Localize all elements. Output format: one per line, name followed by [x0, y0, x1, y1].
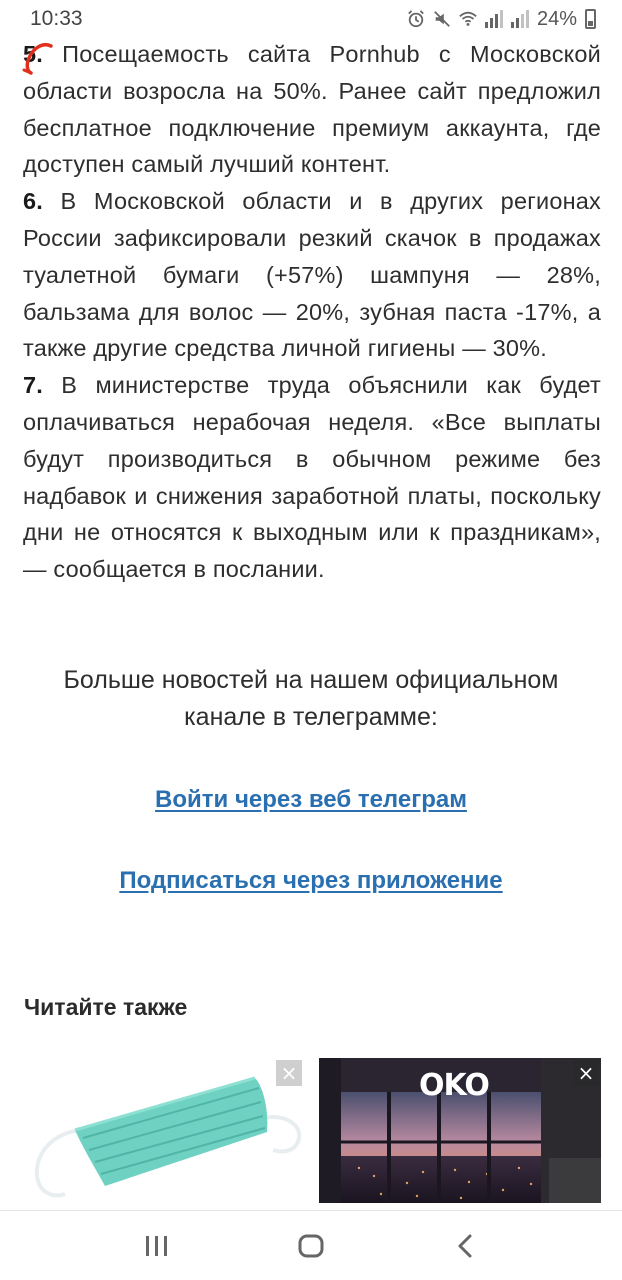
mute-icon — [433, 10, 451, 28]
list-item — [23, 183, 601, 367]
item-text: Посещаемость сайта Pornhub с Московской области возросла на 50%. Ранее сайт предложил бесплатное подключение премиум аккаунта, где доступен самый лучший контент. — [23, 41, 601, 178]
list-item — [23, 367, 601, 588]
item-number: 7. — [23, 372, 43, 399]
status-time: 10:33 — [30, 7, 83, 30]
logo-text: OKO — [419, 1068, 489, 1103]
alarm-icon — [407, 10, 425, 28]
close-icon[interactable]: × — [573, 1060, 599, 1086]
item-text: В Московской области и в других регионах России зафиксировали резкий скачок в продажах туалетной бумаги (+57%) шампуня — 28%, бальзама для волос — 20%, зубная паста -17%, а также другие средства личной гигиены — 30%. — [23, 188, 601, 362]
promo-line: канале в телеграмме: — [184, 703, 438, 731]
related-card[interactable] — [23, 1058, 304, 1203]
item-number: 6. — [23, 188, 43, 215]
back-icon — [455, 1233, 475, 1259]
list-item — [23, 36, 601, 183]
read-also-heading: Читайте также — [24, 994, 188, 1020]
subscribe-app-link[interactable]: Подписаться через приложение — [119, 867, 503, 894]
item-text: В министерстве труда объяснили как будет оплачиваться нерабочая неделя. «Все выплаты будут производиться в обычном режиме без надбавок и снижения заработной платы, поскольку дни не относятся к выходным или к праздникам», — сообщается в послании. — [23, 372, 601, 583]
recent-apps-icon — [144, 1234, 170, 1258]
promo-line: Больше новостей на нашем официальном — [63, 666, 559, 694]
battery-percent: 24% — [536, 7, 577, 30]
signal-icon — [485, 10, 503, 28]
mask-image — [23, 1058, 304, 1203]
battery-icon — [585, 9, 596, 29]
back-button[interactable] — [445, 1226, 485, 1266]
red-annotation-mark — [21, 40, 61, 76]
telegram-promo — [0, 662, 622, 736]
close-icon[interactable]: × — [276, 1060, 302, 1086]
item-number: 5. — [23, 41, 43, 67]
system-nav-bar — [0, 1210, 622, 1280]
wifi-icon — [459, 10, 477, 28]
status-bar — [0, 0, 622, 38]
oko-logo — [419, 1068, 489, 1103]
status-icons — [407, 8, 596, 31]
article-body — [23, 36, 601, 588]
home-icon — [297, 1233, 325, 1259]
signal-icon — [511, 10, 529, 28]
web-telegram-link[interactable]: Войти через веб телеграм — [155, 786, 467, 813]
recent-apps-button[interactable] — [137, 1226, 177, 1266]
related-card[interactable] — [319, 1058, 601, 1203]
home-button[interactable] — [291, 1226, 331, 1266]
